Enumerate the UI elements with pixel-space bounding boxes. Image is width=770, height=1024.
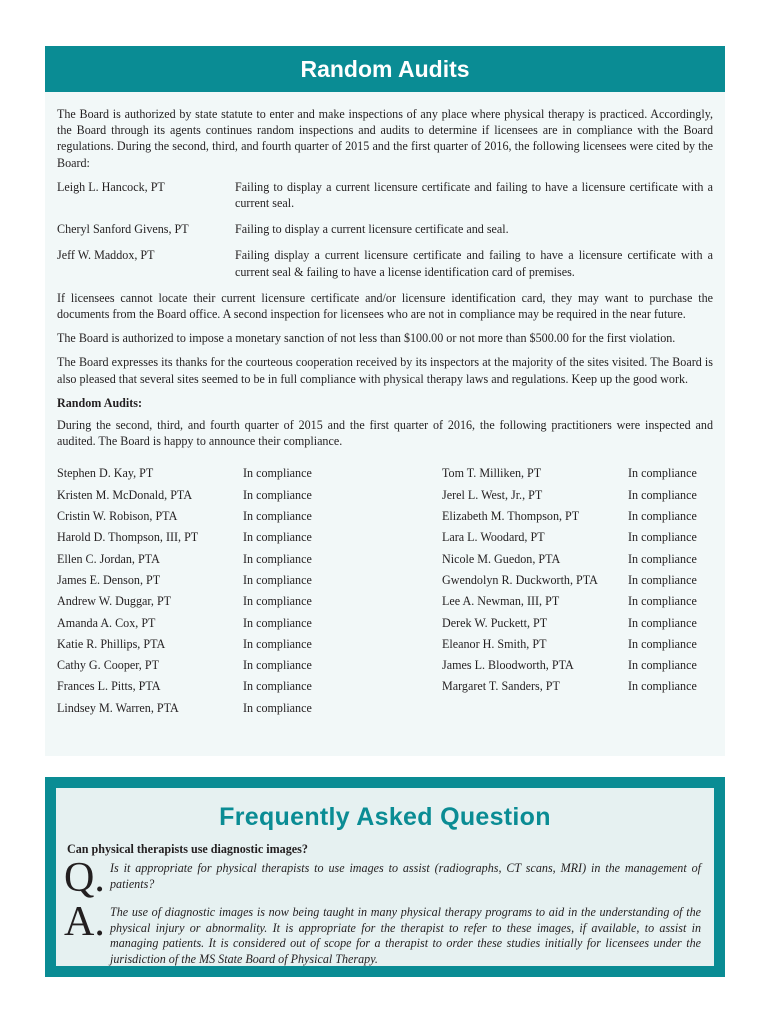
practitioner-name: Andrew W. Duggar, PT: [57, 594, 172, 609]
citation-name: Cheryl Sanford Givens, PT: [57, 222, 189, 237]
practitioner-name: [442, 698, 628, 719]
practitioner-name: Cathy G. Cooper, PT: [57, 658, 159, 673]
question-letter: Q.: [64, 855, 105, 901]
compliance-status: In compliance: [628, 658, 697, 673]
compliance-status: In compliance: [243, 466, 312, 481]
citation-row: [57, 247, 713, 279]
audits-subheading: Random Audits:: [57, 395, 143, 410]
compliance-status: In compliance: [628, 594, 697, 609]
random-audits-body: [45, 92, 725, 719]
compliance-list: [57, 463, 713, 719]
practitioner-name: Derek W. Puckett, PT: [442, 615, 548, 630]
answer-letter: A.: [64, 899, 105, 945]
faq-panel: [56, 788, 714, 966]
faq-question-heading: Can physical therapists use diagnostic images?: [67, 842, 308, 856]
compliance-status: In compliance: [628, 679, 697, 694]
compliance-status: In compliance: [628, 572, 697, 587]
compliance-status: In compliance: [243, 572, 312, 587]
random-audits-section: [45, 46, 725, 756]
compliance-status: In compliance: [628, 636, 697, 651]
answer-text: The use of diagnostic images is now being taught in many physical therapy programs to aid in the understanding of the physical injury or abnormality. It is appropriate for the therapist to refer to these images, if available, to assist in managing patients. It is considered out of scope for a therapist to order these studies initially for licensees under the jurisdiction of the MS State Board of Physical Therapy.: [110, 905, 701, 966]
compliance-status: In compliance: [243, 530, 312, 545]
practitioner-name: James E. Denson, PT: [57, 572, 161, 587]
practitioner-name: Harold D. Thompson, III, PT: [57, 530, 199, 545]
compliance-status: In compliance: [243, 658, 312, 673]
practitioner-name: Lara L. Woodard, PT: [442, 530, 545, 545]
citation-name: Jeff W. Maddox, PT: [57, 248, 155, 263]
compliance-status: In compliance: [243, 700, 312, 715]
compliance-status: In compliance: [628, 551, 697, 566]
audits-sanction-paragraph: The Board is authorized to impose a monetary sanction of not less than $100.00 or not more than $500.00 for the first violation.: [57, 331, 676, 346]
practitioner-name: Ellen C. Jordan, PTA: [57, 551, 160, 566]
practitioner-name: Frances L. Pitts, PTA: [57, 679, 161, 694]
compliance-status: In compliance: [243, 509, 312, 524]
practitioner-name: Gwendolyn R. Duckworth, PTA: [442, 572, 598, 587]
citation-row: [57, 179, 713, 211]
audits-compliance-paragraph: During the second, third, and fourth quarter of 2015 and the first quarter of 2016, the following practitioners were inspected and audited. The Board is happy to announce their compliance.: [57, 418, 713, 449]
audits-intro: The Board is authorized by state statute to enter and make inspections of any place where physical therapy is practiced. Accordingly, the Board through its agents continues random inspections and audits to determine if licensees are in compliance with the Board regulations. During the second, third, and fourth quarter of 2015 and the first quarter of 2016, the following licensees were cited by the Board:: [57, 107, 713, 170]
compliance-status: In compliance: [628, 509, 697, 524]
practitioner-name: Lindsey M. Warren, PTA: [57, 700, 179, 715]
audits-locate-paragraph: If licensees cannot locate their current licensure certificate and/or licensure identification card, they may want to purchase the documents from the Board office. A second inspection for licensees who are not in compliance may be required in the near future.: [57, 290, 713, 322]
compliance-status: In compliance: [243, 551, 312, 566]
practitioner-name: Nicole M. Guedon, PTA: [442, 551, 561, 566]
compliance-status: In compliance: [243, 636, 312, 651]
compliance-status: In compliance: [243, 487, 312, 502]
practitioner-name: Lee A. Newman, III, PT: [442, 594, 560, 609]
faq-section: [45, 777, 725, 977]
faq-title: Frequently Asked Question: [219, 803, 551, 831]
audits-thanks-paragraph: The Board expresses its thanks for the courteous cooperation received by its inspectors at the majority of the sites visited. The Board is also pleased that several sites seemed to be in full compliance with physical therapy laws and regulations. Keep up the good work.: [57, 355, 713, 386]
compliance-status: In compliance: [628, 615, 697, 630]
random-audits-title: Random Audits: [300, 55, 470, 82]
citation-row: [57, 221, 713, 237]
practitioner-name: Elizabeth M. Thompson, PT: [442, 509, 580, 524]
citation-reason: Failing display a current licensure certificate and failing to have a licensure certificate with a current seal & failing to have a license identification card of premises.: [235, 248, 713, 279]
compliance-status: In compliance: [243, 679, 312, 694]
random-audits-header: [45, 46, 725, 92]
practitioner-name: Tom T. Milliken, PT: [442, 466, 542, 481]
faq-question: [56, 855, 701, 901]
compliance-status: [628, 698, 724, 719]
compliance-status: In compliance: [628, 530, 697, 545]
practitioner-name: Stephen D. Kay, PT: [57, 466, 154, 481]
citation-reason: Failing to display a current licensure certificate and failing to have a licensure certificate with a current seal.: [235, 179, 713, 211]
practitioner-name: Jerel L. West, Jr., PT: [442, 487, 543, 502]
compliance-status: In compliance: [243, 594, 312, 609]
compliance-status: In compliance: [628, 487, 697, 502]
practitioner-name: Margaret T. Sanders, PT: [442, 679, 560, 694]
practitioner-name: Kristen M. McDonald, PTA: [57, 487, 193, 502]
practitioner-name: Eleanor H. Smith, PT: [442, 636, 547, 651]
citation-name: Leigh L. Hancock, PT: [57, 179, 165, 194]
compliance-status: In compliance: [243, 615, 312, 630]
practitioner-name: Katie R. Phillips, PTA: [57, 636, 166, 651]
practitioner-name: Amanda A. Cox, PT: [57, 615, 156, 630]
faq-answer: [56, 899, 701, 967]
practitioner-name: Cristin W. Robison, PTA: [57, 509, 178, 524]
citation-reason: Failing to display a current licensure certificate and seal.: [235, 222, 509, 237]
practitioner-name: James L. Bloodworth, PTA: [442, 658, 574, 673]
compliance-status: In compliance: [628, 466, 697, 481]
question-text: Is it appropriate for physical therapists to use images to assist (radiographs, CT scans, MRI) in the management of patients?: [110, 861, 701, 891]
